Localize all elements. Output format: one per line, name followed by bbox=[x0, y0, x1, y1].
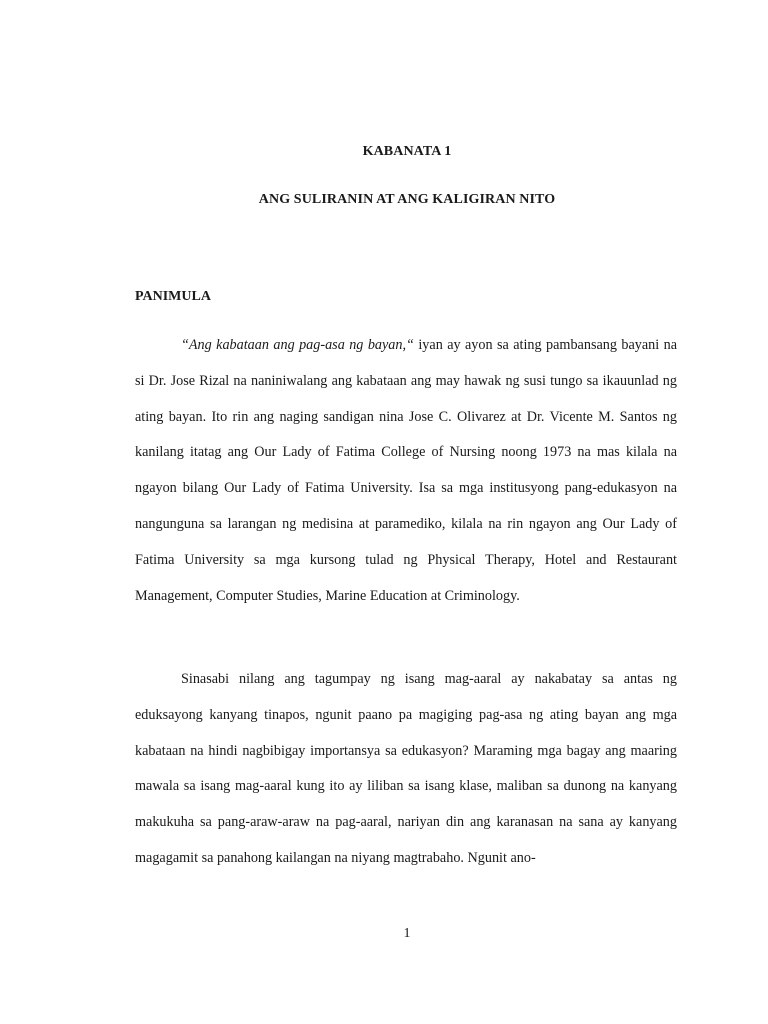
chapter-title: ANG SULIRANIN AT ANG KALIGIRAN NITO bbox=[258, 192, 556, 207]
paragraph-2 bbox=[135, 662, 677, 877]
paragraph-1 bbox=[135, 328, 677, 614]
rizal-quote: “Ang kabataan ang pag-asa ng bayan,“ bbox=[181, 337, 414, 353]
paragraph-2-text: Sinasabi nilang ang tagumpay ng isang mag-aaral ay nakabatay sa antas ng eduksayong kanyang tinapos, ngunit paano pa magiging pag-asa ng ating bayan ang mga kabataan na hindi nagbibigay importansya sa edukasyon? Maraming mga bagay ang maaring mawala sa isang mag-aaral kung ito ay liliban sa isang klase, maliban sa dunong na kanyang makukuha sa pang-araw-araw na pag-aaral, nariyan din ang karanasan na sana ay kanyang magagamit sa panahong kailangan na niyang magtrabaho. Ngunit ano- bbox=[135, 671, 677, 866]
page-number: 1 bbox=[403, 926, 411, 941]
chapter-number: KABANATA 1 bbox=[362, 144, 452, 159]
section-heading: PANIMULA bbox=[135, 289, 211, 304]
paragraph-1-text: iyan ay ayon sa ating pambansang bayani na si Dr. Jose Rizal na naniniwalang ang kabataan ang may hawak ng susi tungo sa ikauunlad ng ating bayan. Ito rin ang naging sandigan nina Jose C. Olivarez at Dr. Vicente M. Santos ng kanilang itatag ang Our Lady of Fatima College of Nursing noong 1973 na mas kilala na ngayon bilang Our Lady of Fatima University. Isa sa mga institusyong pang-edukasyon na nangunguna sa larangan ng medisina at paramediko, kilala na rin ngayon ang Our Lady of Fatima University sa mga kursong tulad ng Physical Therapy, Hotel and Restaurant Management, Computer Studies, Marine Education at Criminology. bbox=[135, 337, 677, 604]
